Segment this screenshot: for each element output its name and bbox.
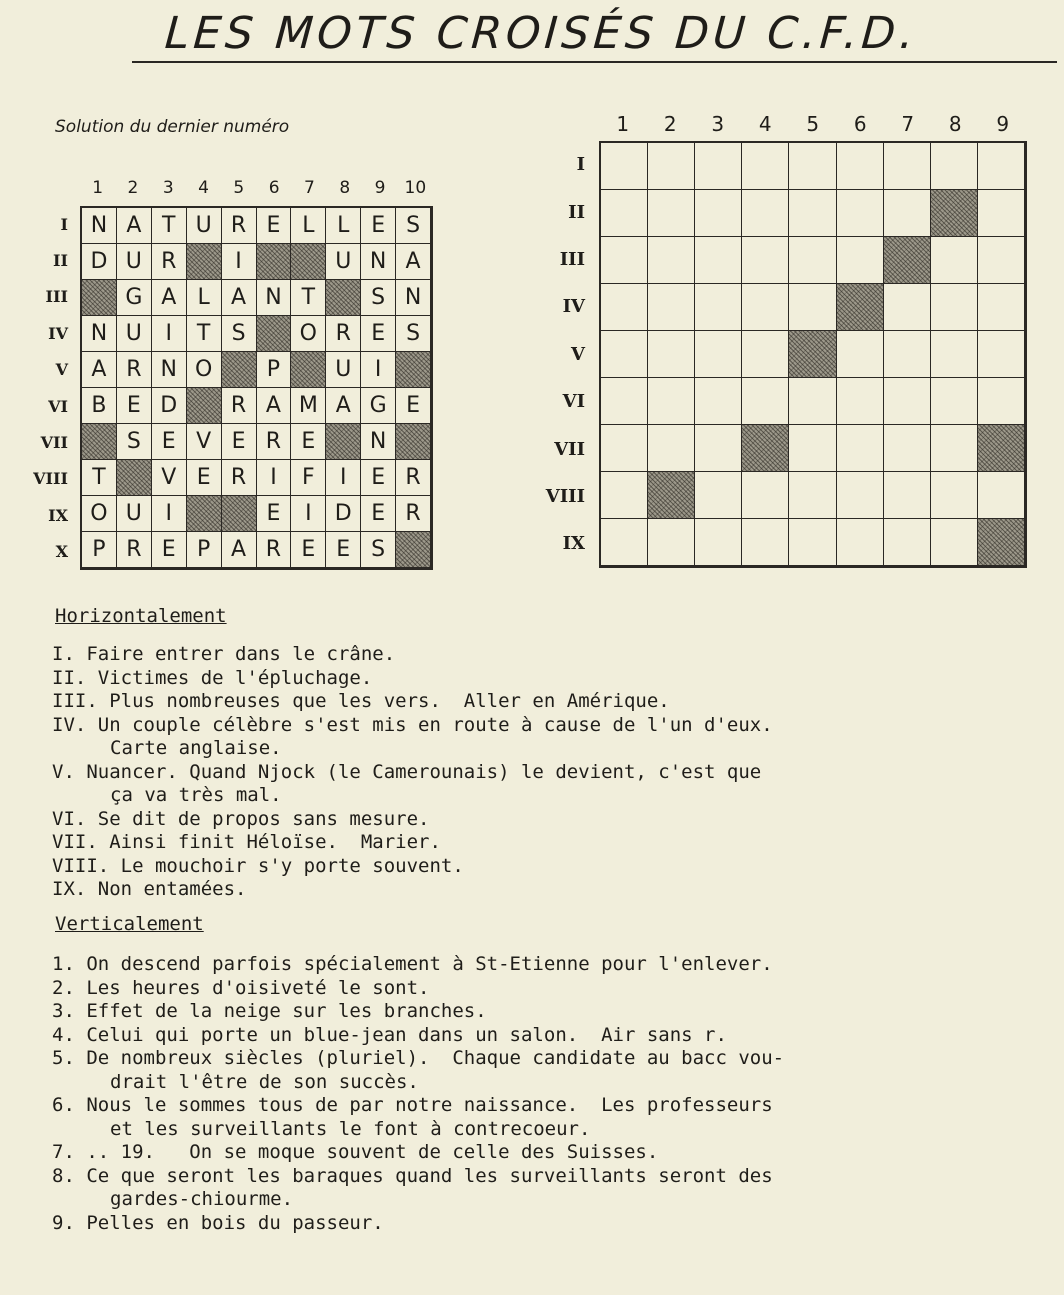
row-number: III xyxy=(45,287,68,307)
empty-cell xyxy=(601,331,648,378)
empty-cell xyxy=(695,425,742,472)
clue xyxy=(52,761,1042,808)
solution-cell: E xyxy=(257,208,292,244)
black-cell xyxy=(931,190,978,237)
solution-cell: V xyxy=(187,424,222,460)
empty-cell xyxy=(695,237,742,284)
empty-cell xyxy=(648,237,695,284)
solution-cell: A xyxy=(82,352,117,388)
clue-text: 3. Effet de la neige sur les branches. xyxy=(52,1000,487,1022)
clue-text: 8. Ce que seront les baraques quand les surveillants seront des xyxy=(52,1164,773,1187)
row-number: IV xyxy=(48,323,68,343)
empty-cell xyxy=(742,237,789,284)
solution-cell: D xyxy=(152,388,187,424)
clue xyxy=(52,1141,1042,1165)
solution-cell: E xyxy=(291,532,326,568)
empty-cell xyxy=(789,237,836,284)
solution-cell: O xyxy=(187,352,222,388)
solution-cell: I xyxy=(222,244,257,280)
solution-cell: O xyxy=(82,496,117,532)
solution-cell: F xyxy=(291,460,326,496)
clue-text: VIII. Le mouchoir s'y porte souvent. xyxy=(52,854,464,877)
solution-cell: E xyxy=(117,388,152,424)
solution-grid xyxy=(80,206,433,570)
solution-label: Solution du dernier numéro xyxy=(55,117,290,137)
row-number: VIII xyxy=(33,469,68,489)
solution-cell: U xyxy=(326,352,361,388)
row-number: VIII xyxy=(545,485,585,507)
empty-cell xyxy=(601,237,648,284)
row-number: VII xyxy=(554,438,585,460)
empty-cell xyxy=(695,331,742,378)
empty-cell xyxy=(931,378,978,425)
row-number: IX xyxy=(562,533,585,555)
clue-text: 9. Pelles en bois du passeur. xyxy=(52,1211,384,1234)
clue-text: VII. Ainsi finit Héloïse. Marier. xyxy=(52,831,441,853)
solution-cell: R xyxy=(117,352,152,388)
solution-cell: G xyxy=(117,280,152,316)
solution-cell: I xyxy=(152,316,187,352)
solution-cell: I xyxy=(257,460,292,496)
empty-cell xyxy=(931,237,978,284)
column-number: 7 xyxy=(901,112,915,136)
solution-cell: E xyxy=(361,208,396,244)
column-number: 6 xyxy=(853,112,867,136)
black-cell xyxy=(257,316,292,352)
empty-cell xyxy=(837,425,884,472)
solution-row-numbers xyxy=(33,206,68,570)
empty-cell xyxy=(601,378,648,425)
empty-cell xyxy=(789,284,836,331)
solution-cell: A xyxy=(117,208,152,244)
black-cell xyxy=(222,496,257,532)
clue xyxy=(52,808,1042,832)
column-number: 5 xyxy=(806,112,820,136)
empty-cell xyxy=(789,425,836,472)
empty-cell xyxy=(648,284,695,331)
empty-cell xyxy=(695,472,742,519)
empty-cell xyxy=(742,472,789,519)
horizontal-clues xyxy=(52,643,1042,902)
black-cell xyxy=(884,237,931,284)
black-cell xyxy=(222,352,257,388)
row-number: II xyxy=(568,201,585,223)
black-cell xyxy=(648,472,695,519)
empty-cell xyxy=(601,143,648,190)
empty-cell xyxy=(601,190,648,237)
solution-cell: O xyxy=(291,316,326,352)
empty-cell xyxy=(931,143,978,190)
row-number: VI xyxy=(562,391,585,413)
clue-continuation: drait l'être de son succès. xyxy=(110,1070,419,1093)
empty-cell xyxy=(884,472,931,519)
solution-cell: N xyxy=(82,316,117,352)
empty-cell xyxy=(931,425,978,472)
clue-text: 1. On descend parfois spécialement à St-Etienne pour l'enlever. xyxy=(52,953,773,975)
solution-cell: E xyxy=(291,424,326,460)
clue-text: 6. Nous le sommes tous de par notre naissance. Les professeurs xyxy=(52,1094,773,1116)
solution-cell: S xyxy=(222,316,257,352)
solution-cell: S xyxy=(396,208,431,244)
clue xyxy=(52,714,1042,761)
solution-cell: M xyxy=(291,388,326,424)
solution-cell: A xyxy=(222,532,257,568)
black-cell xyxy=(187,496,222,532)
column-number: 9 xyxy=(996,112,1010,136)
empty-cell xyxy=(978,143,1025,190)
solution-cell: E xyxy=(361,316,396,352)
column-number: 4 xyxy=(758,112,772,136)
empty-cell xyxy=(884,378,931,425)
solution-cell: E xyxy=(152,532,187,568)
black-cell xyxy=(326,280,361,316)
row-number: V xyxy=(571,343,585,365)
column-number: 10 xyxy=(404,178,427,198)
crossword-grid xyxy=(599,141,1027,568)
black-cell xyxy=(326,424,361,460)
black-cell xyxy=(82,424,117,460)
page-title: LES MOTS CROISÉS DU C.F.D. xyxy=(163,8,920,59)
clue-text: II. Victimes de l'épluchage. xyxy=(52,666,373,689)
solution-cell: P xyxy=(82,532,117,568)
empty-cell xyxy=(601,472,648,519)
solution-cell: S xyxy=(361,280,396,316)
clue-continuation: Carte anglaise. xyxy=(110,737,282,759)
empty-cell xyxy=(978,237,1025,284)
clue-text: 7. .. 19. On se moque souvent de celle des Suisses. xyxy=(52,1141,659,1163)
empty-cell xyxy=(742,143,789,190)
empty-cell xyxy=(601,284,648,331)
empty-cell xyxy=(837,378,884,425)
solution-cell: N xyxy=(361,244,396,280)
column-number: 2 xyxy=(127,178,139,198)
solution-cell: T xyxy=(82,460,117,496)
empty-cell xyxy=(978,472,1025,519)
empty-cell xyxy=(884,190,931,237)
clue xyxy=(52,878,1042,902)
clue-text: VI. Se dit de propos sans mesure. xyxy=(52,807,430,830)
solution-cell: U xyxy=(117,496,152,532)
empty-cell xyxy=(742,378,789,425)
solution-cell: A xyxy=(326,388,361,424)
clue xyxy=(52,667,1042,691)
black-cell xyxy=(978,425,1025,472)
column-number: 1 xyxy=(616,112,630,136)
black-cell xyxy=(187,244,222,280)
solution-cell: E xyxy=(326,532,361,568)
clue xyxy=(52,1165,1042,1212)
clue-continuation: et les surveillants le font à contrecoeur. xyxy=(110,1117,591,1140)
solution-cell: E xyxy=(257,496,292,532)
horizontal-heading: Horizontalement xyxy=(55,605,227,627)
empty-cell xyxy=(742,519,789,566)
solution-cell: A xyxy=(396,244,431,280)
empty-cell xyxy=(695,143,742,190)
solution-cell: E xyxy=(361,460,396,496)
solution-cell: I xyxy=(152,496,187,532)
empty-cell xyxy=(837,472,884,519)
solution-cell: T xyxy=(187,316,222,352)
clue-text: I. Faire entrer dans le crâne. xyxy=(52,643,396,665)
clue-text: III. Plus nombreuses que les vers. Aller en Amérique. xyxy=(52,690,670,712)
column-number: 4 xyxy=(198,178,209,198)
solution-cell: U xyxy=(326,244,361,280)
black-cell xyxy=(396,424,431,460)
clue-text: 4. Celui qui porte un blue-jean dans un salon. Air sans r. xyxy=(52,1023,727,1046)
clue xyxy=(52,1024,1042,1048)
column-number: 6 xyxy=(268,178,280,198)
solution-cell: S xyxy=(396,316,431,352)
vertical-heading: Verticalement xyxy=(55,913,204,935)
solution-cell: R xyxy=(222,388,257,424)
solution-cell: A xyxy=(152,280,187,316)
title-underline xyxy=(132,61,1057,63)
empty-cell xyxy=(931,519,978,566)
empty-cell xyxy=(648,331,695,378)
empty-cell xyxy=(884,425,931,472)
empty-cell xyxy=(931,331,978,378)
empty-cell xyxy=(648,190,695,237)
empty-cell xyxy=(742,284,789,331)
clue xyxy=(52,953,1042,977)
empty-cell xyxy=(789,472,836,519)
empty-cell xyxy=(978,378,1025,425)
row-number: III xyxy=(559,248,585,270)
empty-cell xyxy=(648,378,695,425)
empty-cell xyxy=(837,331,884,378)
column-number: 8 xyxy=(339,178,351,198)
clue xyxy=(52,643,1042,667)
empty-cell xyxy=(695,284,742,331)
solution-cell: I xyxy=(361,352,396,388)
solution-cell: E xyxy=(187,460,222,496)
black-cell xyxy=(978,519,1025,566)
solution-cell: A xyxy=(257,388,292,424)
solution-cell: P xyxy=(257,352,292,388)
column-number: 7 xyxy=(304,178,315,198)
solution-cell: E xyxy=(222,424,257,460)
solution-cell: N xyxy=(361,424,396,460)
clue-text: 2. Les heures d'oisiveté le sont. xyxy=(52,976,430,999)
solution-cell: E xyxy=(152,424,187,460)
solution-cell: R xyxy=(396,460,431,496)
black-cell xyxy=(187,388,222,424)
clue xyxy=(52,831,1042,855)
black-cell xyxy=(789,331,836,378)
row-number: I xyxy=(60,214,68,234)
solution-cell: E xyxy=(396,388,431,424)
empty-cell xyxy=(789,519,836,566)
solution-cell: R xyxy=(222,208,257,244)
solution-cell: V xyxy=(152,460,187,496)
solution-cell: L xyxy=(291,208,326,244)
row-number: II xyxy=(53,251,68,271)
empty-cell xyxy=(789,378,836,425)
empty-cell xyxy=(789,190,836,237)
clue xyxy=(52,1212,1042,1236)
empty-cell xyxy=(931,472,978,519)
row-number: V xyxy=(55,360,68,380)
row-number: IV xyxy=(562,296,585,318)
solution-cell: N xyxy=(82,208,117,244)
empty-cell xyxy=(884,284,931,331)
empty-cell xyxy=(648,425,695,472)
empty-cell xyxy=(789,143,836,190)
solution-cell: G xyxy=(361,388,396,424)
vertical-clues xyxy=(52,953,1042,1235)
black-cell xyxy=(257,244,292,280)
empty-cell xyxy=(931,284,978,331)
new-grid-column-numbers xyxy=(599,112,1027,136)
solution-cell: N xyxy=(152,352,187,388)
clue xyxy=(52,1000,1042,1024)
solution-cell: R xyxy=(257,532,292,568)
solution-cell: R xyxy=(117,532,152,568)
clue-continuation: gardes-chiourme. xyxy=(110,1188,294,1210)
empty-cell xyxy=(695,190,742,237)
black-cell xyxy=(396,532,431,568)
black-cell xyxy=(396,352,431,388)
empty-cell xyxy=(601,425,648,472)
solution-cell: I xyxy=(291,496,326,532)
solution-cell: R xyxy=(396,496,431,532)
empty-cell xyxy=(978,331,1025,378)
column-number: 5 xyxy=(233,178,245,198)
row-number: X xyxy=(55,542,68,562)
clue xyxy=(52,855,1042,879)
empty-cell xyxy=(884,519,931,566)
empty-cell xyxy=(695,519,742,566)
solution-cell: N xyxy=(257,280,292,316)
solution-cell: E xyxy=(361,496,396,532)
black-cell xyxy=(117,460,152,496)
black-cell xyxy=(291,244,326,280)
empty-cell xyxy=(601,519,648,566)
clue-text: 5. De nombreux siècles (pluriel). Chaque candidate au bacc vou- xyxy=(52,1047,785,1069)
black-cell xyxy=(82,280,117,316)
clue-continuation: ça va très mal. xyxy=(110,784,282,806)
empty-cell xyxy=(978,190,1025,237)
column-number: 2 xyxy=(663,112,677,136)
column-number: 3 xyxy=(711,112,725,136)
solution-cell: R xyxy=(222,460,257,496)
empty-cell xyxy=(648,519,695,566)
solution-cell: A xyxy=(222,280,257,316)
clue-text: V. Nuancer. Quand Njock (le Camerounais) le devient, c'est que xyxy=(52,760,762,783)
empty-cell xyxy=(837,190,884,237)
empty-cell xyxy=(837,143,884,190)
column-number: 1 xyxy=(92,178,104,198)
solution-cell: R xyxy=(257,424,292,460)
solution-cell: U xyxy=(117,244,152,280)
solution-cell: N xyxy=(396,280,431,316)
solution-cell: P xyxy=(187,532,222,568)
solution-cell: U xyxy=(117,316,152,352)
column-number: 8 xyxy=(948,112,962,136)
clue xyxy=(52,977,1042,1001)
new-grid-row-numbers xyxy=(545,141,585,568)
solution-cell: S xyxy=(361,532,396,568)
empty-cell xyxy=(695,378,742,425)
column-number: 9 xyxy=(374,178,386,198)
solution-cell: T xyxy=(152,208,187,244)
clue-text: IX. Non entamées. xyxy=(52,878,247,900)
empty-cell xyxy=(884,331,931,378)
empty-cell xyxy=(742,190,789,237)
clue xyxy=(52,1047,1042,1094)
empty-cell xyxy=(978,284,1025,331)
empty-cell xyxy=(884,143,931,190)
black-cell xyxy=(837,284,884,331)
solution-cell: S xyxy=(117,424,152,460)
clue xyxy=(52,1094,1042,1141)
solution-cell: D xyxy=(82,244,117,280)
solution-cell: L xyxy=(326,208,361,244)
empty-cell xyxy=(648,143,695,190)
clue-text: IV. Un couple célèbre s'est mis en route à cause de l'un d'eux. xyxy=(52,713,773,736)
black-cell xyxy=(742,425,789,472)
solution-cell: U xyxy=(187,208,222,244)
solution-cell: L xyxy=(187,280,222,316)
solution-column-numbers xyxy=(80,178,433,198)
column-number: 3 xyxy=(162,178,174,198)
empty-cell xyxy=(837,519,884,566)
empty-cell xyxy=(837,237,884,284)
solution-cell: I xyxy=(326,460,361,496)
solution-cell: B xyxy=(82,388,117,424)
solution-cell: R xyxy=(152,244,187,280)
solution-cell: R xyxy=(326,316,361,352)
row-number: I xyxy=(576,154,585,176)
row-number: VII xyxy=(40,433,68,453)
black-cell xyxy=(291,352,326,388)
solution-cell: D xyxy=(326,496,361,532)
row-number: VI xyxy=(48,396,68,416)
row-number: IX xyxy=(48,505,68,525)
empty-cell xyxy=(742,331,789,378)
solution-cell: T xyxy=(291,280,326,316)
clue xyxy=(52,690,1042,714)
